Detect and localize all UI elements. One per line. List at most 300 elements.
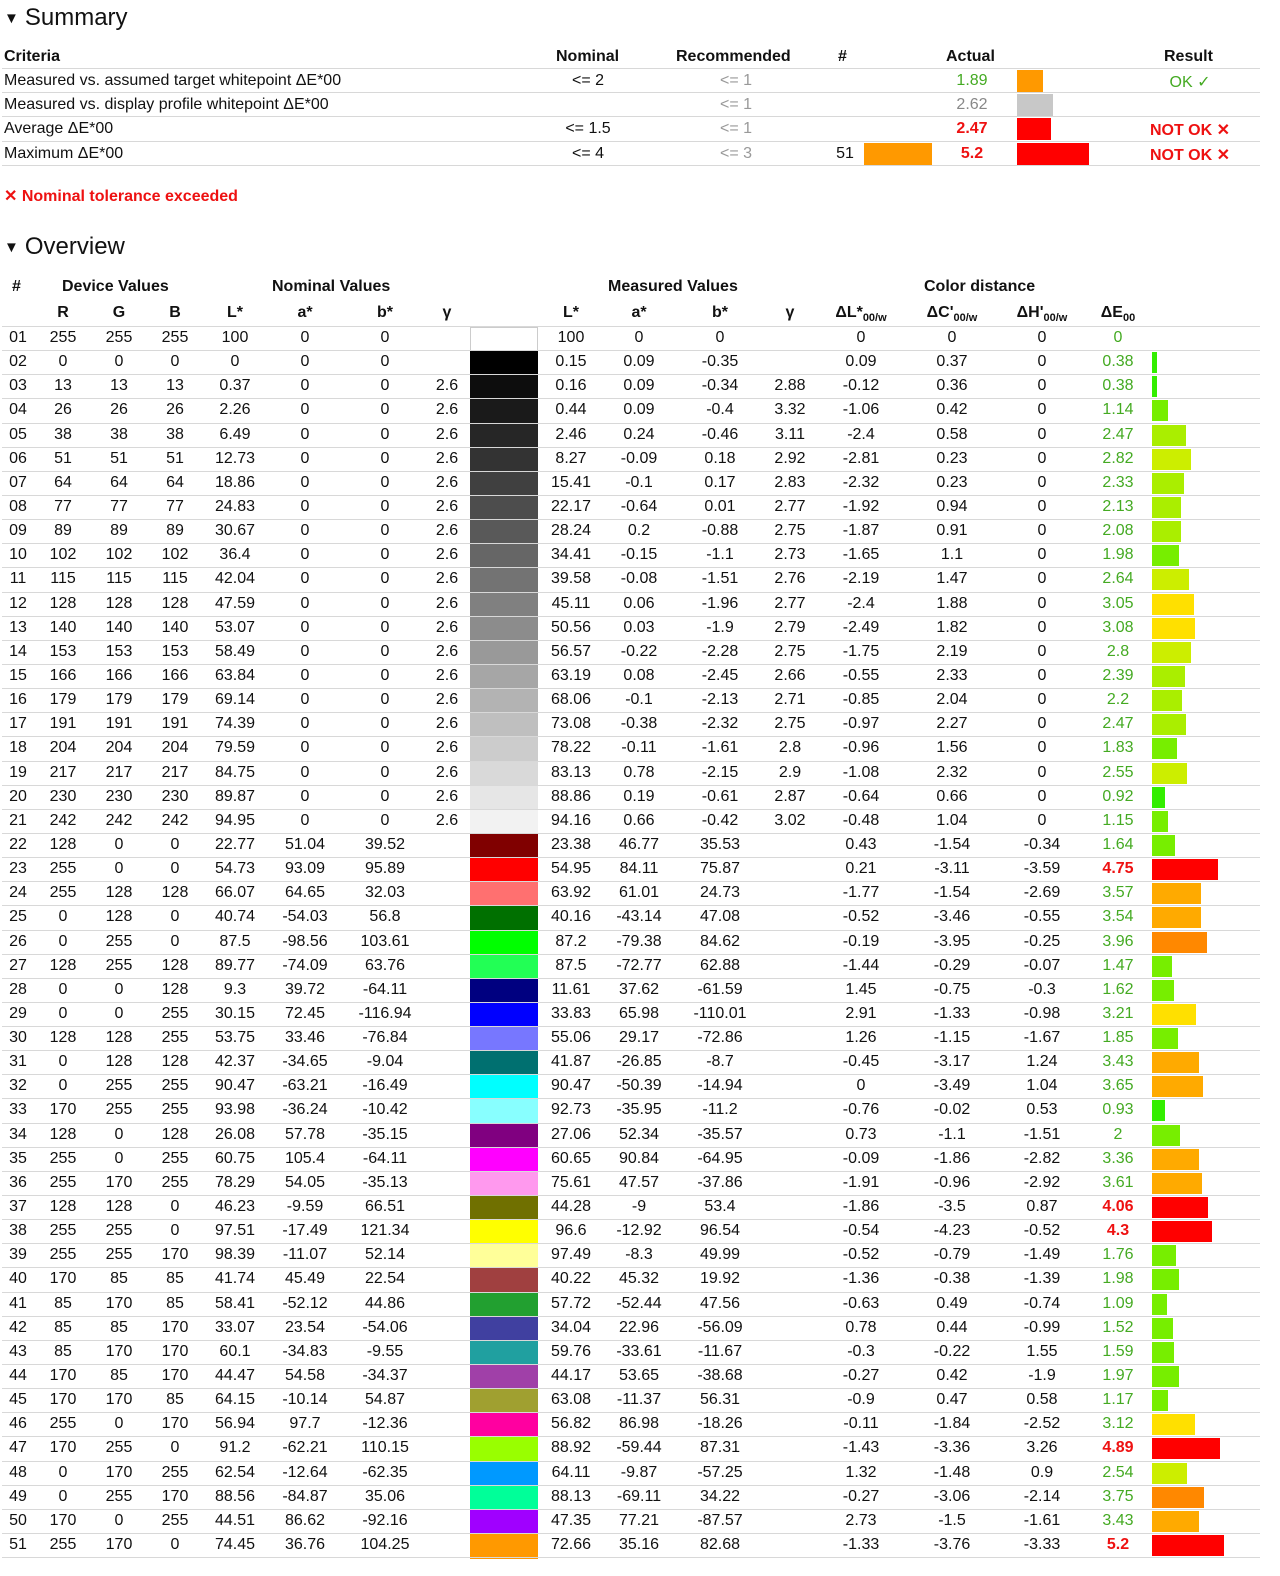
measured-gamma: 2.79	[774, 619, 806, 636]
nominal-a: 0	[300, 715, 310, 732]
delta-h: 0	[1037, 474, 1047, 491]
device-g: 128	[105, 1053, 133, 1070]
col-nominal: Nominal	[556, 48, 620, 65]
collapse-triangle-icon[interactable]: ▼	[4, 9, 19, 27]
measured-a: 0	[634, 329, 644, 346]
overview-header[interactable]	[4, 233, 125, 261]
delta-h: 0.58	[1026, 1391, 1058, 1408]
measured-l: 68.06	[550, 691, 592, 708]
delta-e: 2.55	[1102, 764, 1134, 781]
subhead-delta-e: $\Delta E_{00}$	[1100, 304, 1136, 325]
device-b: 255	[161, 1077, 189, 1094]
nominal-l: 94.95	[214, 812, 256, 829]
measured-l: 40.22	[550, 1270, 592, 1287]
patch-number: 08	[9, 498, 27, 515]
delta-e-bar	[1152, 425, 1186, 446]
measured-a: -0.15	[620, 546, 658, 563]
measured-b: 19.92	[699, 1270, 741, 1287]
delta-e-bar	[1152, 473, 1184, 494]
measured-a: -11.37	[616, 1391, 662, 1408]
nominal-l: 18.86	[214, 474, 256, 491]
device-g: 255	[105, 1077, 133, 1094]
measured-a: -0.08	[620, 570, 658, 587]
nominal-b: 0	[380, 353, 390, 370]
collapse-triangle-icon[interactable]: ▼	[4, 238, 19, 256]
nominal-a: -98.56	[282, 933, 328, 950]
device-r: 85	[54, 1343, 72, 1360]
delta-e-bar	[1152, 980, 1174, 1001]
measured-l: 22.17	[550, 498, 592, 515]
delta-e-bar	[1152, 1535, 1224, 1556]
device-r: 255	[49, 1415, 77, 1432]
nominal-b: 56.8	[369, 908, 401, 925]
device-b: 170	[161, 1343, 189, 1360]
measured-a: -0.1	[625, 691, 653, 708]
delta-l: 2.73	[845, 1512, 877, 1529]
nominal-l: 60.75	[214, 1150, 256, 1167]
device-g: 255	[105, 329, 133, 346]
measured-a: 0.66	[623, 812, 655, 829]
device-b: 85	[166, 1270, 184, 1287]
delta-l: -1.33	[842, 1536, 880, 1553]
nominal-gamma: 2.6	[435, 764, 459, 781]
delta-l: -0.19	[842, 933, 880, 950]
delta-e-bar	[1152, 714, 1186, 735]
subscript-label: 00/w	[862, 312, 887, 325]
patch-number: 48	[9, 1464, 27, 1481]
subhead-measured-a: a*	[631, 304, 647, 321]
row-divider	[2, 1147, 1260, 1148]
color-swatch	[470, 834, 538, 859]
nominal-a: -10.14	[282, 1391, 328, 1408]
measured-b: 84.62	[699, 933, 741, 950]
delta-e-bar	[1152, 1487, 1204, 1508]
patch-number: 09	[9, 522, 27, 539]
col-criteria: Criteria	[4, 48, 61, 65]
nominal-l: 2.26	[219, 401, 251, 418]
delta-l: -2.4	[847, 595, 875, 612]
delta-c: 2.27	[936, 715, 968, 732]
delta-e: 2.08	[1102, 522, 1134, 539]
device-r: 0	[58, 1053, 68, 1070]
nominal-a: 51.04	[284, 836, 326, 853]
measured-l: 56.82	[550, 1415, 592, 1432]
delta-h: -1.9	[1028, 1367, 1056, 1384]
measured-a: 29.17	[618, 1029, 660, 1046]
delta-c: -1.33	[933, 1005, 971, 1022]
measured-l: 40.16	[550, 908, 592, 925]
delta-h: 0.53	[1026, 1101, 1058, 1118]
nominal-gamma: 2.6	[435, 474, 459, 491]
measured-b: -1.61	[701, 739, 739, 756]
measured-gamma: 3.32	[774, 401, 806, 418]
nominal-l: 42.37	[214, 1053, 256, 1070]
device-b: 191	[161, 715, 189, 732]
delta-e-bar	[1152, 1173, 1202, 1194]
patch-number: 39	[9, 1246, 27, 1263]
measured-l: 75.61	[550, 1174, 592, 1191]
measured-b: 62.88	[699, 957, 741, 974]
row-divider	[2, 423, 1260, 424]
measured-b: -0.61	[701, 788, 739, 805]
device-r: 13	[54, 377, 72, 394]
measured-b: -0.42	[701, 812, 739, 829]
nominal-b: 110.15	[361, 1439, 409, 1456]
delta-l: -0.09	[842, 1150, 880, 1167]
device-r: 77	[54, 498, 72, 515]
delta-l: 0.09	[845, 353, 877, 370]
delta-h: 0	[1037, 643, 1047, 660]
nominal-a: 0	[300, 812, 310, 829]
delta-e: 0.93	[1102, 1101, 1134, 1118]
nominal-b: 0	[380, 764, 390, 781]
device-b: 128	[161, 595, 189, 612]
group-nominal-values: Nominal Values	[272, 278, 391, 295]
measured-l: 63.08	[550, 1391, 592, 1408]
nominal-a: 0	[300, 595, 310, 612]
delta-e-bar	[1152, 545, 1179, 566]
row-divider	[2, 1098, 1260, 1099]
row-divider	[2, 326, 1260, 327]
delta-e-bar	[1152, 883, 1201, 904]
measured-l: 8.27	[555, 450, 587, 467]
device-g: 0	[114, 353, 124, 370]
device-g: 166	[105, 667, 133, 684]
color-swatch	[470, 1172, 538, 1197]
group-measured-values: Measured Values	[608, 278, 738, 295]
delta-l: -0.52	[842, 1246, 880, 1263]
delta-c: -0.75	[933, 981, 971, 998]
delta-e-bar	[1152, 449, 1191, 470]
device-b: 170	[161, 1367, 189, 1384]
nominal-l: 24.83	[214, 498, 256, 515]
color-swatch	[470, 1099, 538, 1124]
actual-bar	[1017, 143, 1089, 165]
nominal-gamma: 2.6	[435, 619, 459, 636]
delta-h: 0	[1037, 522, 1047, 539]
delta-e-bar	[1152, 787, 1165, 808]
device-r: 166	[49, 667, 77, 684]
measured-l: 55.06	[550, 1029, 592, 1046]
delta-e: 0	[1113, 329, 1123, 346]
measured-a: 0.09	[623, 377, 655, 394]
measured-a: 22.96	[618, 1319, 660, 1336]
patch-number: 24	[9, 884, 27, 901]
device-r: 0	[58, 1005, 68, 1022]
delta-e: 1.76	[1102, 1246, 1134, 1263]
device-b: 153	[161, 643, 189, 660]
measured-l: 45.11	[551, 595, 591, 612]
measured-a: 46.77	[618, 836, 660, 853]
actual-value: 2.62	[956, 96, 988, 113]
measured-b: 47.56	[699, 1295, 741, 1312]
device-r: 255	[49, 884, 77, 901]
nominal-l: 33.07	[214, 1319, 256, 1336]
measured-gamma: 2.87	[774, 788, 806, 805]
measured-a: 0.24	[623, 426, 655, 443]
color-swatch	[470, 472, 538, 497]
measured-a: -43.14	[616, 908, 662, 925]
delta-c: -3.76	[933, 1536, 971, 1553]
measured-b: -35.57	[697, 1126, 743, 1143]
delta-c: -4.23	[933, 1222, 971, 1239]
delta-h: -0.3	[1028, 981, 1056, 998]
nominal-l: 44.51	[214, 1512, 256, 1529]
nominal-l: 84.75	[214, 764, 256, 781]
delta-h: -2.14	[1023, 1488, 1061, 1505]
device-r: 128	[49, 595, 77, 612]
measured-l: 60.65	[550, 1150, 592, 1167]
device-b: 204	[161, 739, 189, 756]
delta-e: 3.96	[1102, 933, 1134, 950]
delta-e: 1.09	[1102, 1295, 1134, 1312]
delta-e: 3.75	[1102, 1488, 1134, 1505]
nominal-b: -64.11	[362, 1150, 408, 1167]
nominal-a: 45.49	[284, 1270, 326, 1287]
nominal-a: 72.45	[284, 1005, 326, 1022]
color-swatch	[470, 1027, 538, 1052]
device-g: 128	[105, 908, 133, 925]
color-swatch	[470, 1317, 538, 1342]
delta-c: -3.95	[933, 933, 971, 950]
color-swatch	[470, 617, 538, 642]
delta-l: -1.86	[842, 1198, 880, 1215]
nominal-a: 0	[300, 377, 310, 394]
color-swatch	[470, 689, 538, 714]
patch-number: 12	[9, 595, 27, 612]
delta-h: 0.87	[1026, 1198, 1058, 1215]
device-b: 85	[166, 1295, 184, 1312]
nominal-l: 97.51	[214, 1222, 256, 1239]
nominal-b: 0	[380, 739, 390, 756]
row-divider	[2, 1050, 1260, 1051]
delta-l: 0	[856, 1077, 866, 1094]
delta-e: 1.59	[1102, 1343, 1134, 1360]
delta-c: 1.82	[936, 619, 968, 636]
row-divider	[2, 688, 1260, 689]
actual-bar	[1017, 70, 1043, 92]
delta-e: 4.3	[1106, 1222, 1130, 1239]
delta-h: -2.82	[1023, 1150, 1061, 1167]
nominal-a: 0	[300, 450, 310, 467]
measured-a: 0.06	[623, 595, 655, 612]
patch-number: 20	[9, 788, 27, 805]
nominal-value: <= 1.5	[565, 120, 611, 137]
device-g: 115	[106, 570, 132, 587]
delta-l: -1.36	[842, 1270, 880, 1287]
measured-gamma: 3.02	[774, 812, 806, 829]
delta-e-bar	[1152, 1221, 1212, 1242]
device-r: 128	[49, 1126, 77, 1143]
measured-b: -14.94	[697, 1077, 743, 1094]
delta-h: -1.61	[1023, 1512, 1061, 1529]
device-g: 170	[105, 1343, 133, 1360]
measured-l: 87.5	[555, 957, 587, 974]
device-g: 102	[105, 546, 133, 563]
delta-e-bar	[1152, 738, 1177, 759]
delta-h: -3.59	[1023, 860, 1061, 877]
device-r: 170	[49, 1439, 77, 1456]
delta-l: 1.45	[845, 981, 877, 998]
delta-c: -0.96	[933, 1174, 971, 1191]
device-g: 217	[105, 764, 133, 781]
delta-h: -0.52	[1023, 1222, 1061, 1239]
measured-gamma: 2.66	[774, 667, 806, 684]
delta-l: -0.63	[842, 1295, 880, 1312]
device-r: 128	[49, 1198, 77, 1215]
patch-number: 23	[9, 860, 27, 877]
delta-l: -2.49	[842, 619, 880, 636]
measured-a: -8.3	[625, 1246, 653, 1263]
measured-b: -72.86	[697, 1029, 743, 1046]
patch-number: 32	[9, 1077, 27, 1094]
delta-l: -0.3	[847, 1343, 875, 1360]
subhead-nominal-a: a*	[297, 304, 313, 321]
delta-h: -1.67	[1023, 1029, 1061, 1046]
device-b: 242	[161, 812, 189, 829]
delta-e-bar	[1152, 835, 1175, 856]
delta-e: 2.33	[1102, 474, 1134, 491]
nominal-l: 69.14	[214, 691, 256, 708]
device-b: 255	[161, 329, 189, 346]
measured-gamma: 2.77	[774, 595, 806, 612]
measured-b: -1.51	[701, 570, 739, 587]
delta-c: 1.47	[936, 570, 968, 587]
col-recommended: Recommended	[676, 48, 791, 65]
device-g: 170	[105, 1536, 133, 1553]
delta-e-bar	[1152, 811, 1168, 832]
device-g: 0	[114, 1415, 124, 1432]
device-b: 255	[161, 1005, 189, 1022]
subhead-b: B	[169, 304, 181, 321]
measured-b: -8.7	[706, 1053, 734, 1070]
measured-a: -0.09	[620, 450, 658, 467]
delta-e-bar	[1152, 1197, 1208, 1218]
measured-a: 0.03	[623, 619, 655, 636]
device-r: 85	[54, 1319, 72, 1336]
delta-h: 0	[1037, 595, 1047, 612]
patch-number: 26	[9, 933, 27, 950]
row-divider	[2, 543, 1260, 544]
device-g: 85	[110, 1270, 128, 1287]
nominal-b: 0	[380, 522, 390, 539]
row-divider	[2, 1364, 1260, 1365]
color-swatch	[470, 1365, 538, 1390]
measured-a: 0.78	[623, 764, 655, 781]
measured-a: 35.16	[618, 1536, 660, 1553]
color-swatch	[470, 882, 538, 907]
delta-c: -1.54	[933, 884, 971, 901]
device-b: 0	[170, 1198, 180, 1215]
nominal-gamma: 2.6	[435, 595, 459, 612]
subhead-measured-l: L*	[563, 304, 579, 321]
nominal-gamma: 2.6	[435, 691, 459, 708]
patch-number: 01	[9, 329, 27, 346]
patch-number: 06	[9, 450, 27, 467]
nominal-l: 78.29	[214, 1174, 256, 1191]
delta-e: 3.36	[1102, 1150, 1134, 1167]
device-b: 255	[161, 1101, 189, 1118]
nominal-b: 0	[380, 546, 390, 563]
delta-l: 1.26	[845, 1029, 877, 1046]
measured-l: 83.13	[550, 764, 592, 781]
nominal-l: 36.4	[219, 546, 251, 563]
nominal-b: 0	[380, 619, 390, 636]
row-divider	[2, 1340, 1260, 1341]
measured-a: -9	[631, 1198, 647, 1215]
delta-e: 2.2	[1106, 691, 1130, 708]
result-value: OK ✓	[1169, 74, 1211, 91]
row-divider	[2, 1412, 1260, 1413]
delta-c: -1.86	[933, 1150, 971, 1167]
device-r: 255	[49, 860, 77, 877]
measured-b: -1.1	[706, 546, 734, 563]
criteria-label: Measured vs. display profile whitepoint ΔE*00	[4, 96, 329, 113]
delta-c: 0.66	[936, 788, 968, 805]
measured-b: -0.46	[701, 426, 739, 443]
subhead-delta-c: $\Delta C'_{00/w}$	[926, 304, 978, 325]
measured-gamma: 2.75	[774, 715, 806, 732]
nominal-a: 0	[300, 788, 310, 805]
color-swatch	[470, 351, 538, 376]
measured-b: 0.01	[704, 498, 736, 515]
delta-l: -1.75	[842, 643, 880, 660]
device-g: 0	[114, 1126, 124, 1143]
nominal-l: 54.73	[214, 860, 256, 877]
device-r: 170	[49, 1391, 77, 1408]
nominal-b: 0	[380, 667, 390, 684]
device-r: 217	[49, 764, 77, 781]
summary-header[interactable]	[4, 4, 128, 32]
measured-a: 53.65	[618, 1367, 660, 1384]
nominal-gamma: 2.6	[435, 812, 459, 829]
measured-b: -2.32	[701, 715, 739, 732]
delta-e: 3.08	[1102, 619, 1134, 636]
color-swatch	[470, 399, 538, 424]
nominal-b: 0	[380, 450, 390, 467]
measured-l: 88.92	[550, 1439, 592, 1456]
nominal-b: -92.16	[362, 1512, 408, 1529]
measured-l: 78.22	[550, 739, 592, 756]
delta-l: -1.65	[842, 546, 880, 563]
color-swatch	[470, 810, 538, 835]
measured-l: 39.58	[550, 570, 592, 587]
patch-number: 29	[9, 1005, 27, 1022]
measured-l: 63.19	[550, 667, 592, 684]
measured-a: 0.09	[623, 401, 655, 418]
patch-number: 11	[9, 570, 27, 587]
delta-c: -3.06	[933, 1488, 971, 1505]
measured-a: 90.84	[618, 1150, 660, 1167]
nominal-b: 0	[380, 595, 390, 612]
device-r: 170	[49, 1270, 77, 1287]
nominal-l: 90.47	[214, 1077, 256, 1094]
nominal-b: 66.51	[364, 1198, 406, 1215]
patch-number: 44	[9, 1367, 27, 1384]
device-r: 0	[58, 1488, 68, 1505]
nominal-a: 57.78	[284, 1126, 326, 1143]
patch-number: 43	[9, 1343, 27, 1360]
row-divider	[2, 1316, 1260, 1317]
device-r: 191	[49, 715, 77, 732]
nominal-a: 0	[300, 353, 310, 370]
measured-a: -50.39	[616, 1077, 662, 1094]
patch-number: 27	[9, 957, 27, 974]
actual-bar	[1017, 118, 1051, 140]
actual-bar	[1017, 94, 1053, 116]
nominal-gamma: 2.6	[435, 498, 459, 515]
color-swatch	[470, 1220, 538, 1245]
